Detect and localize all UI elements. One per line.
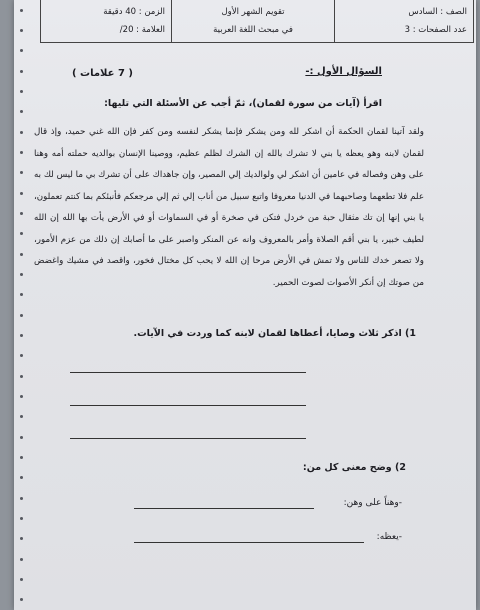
term-1-label: -وهناً على وهن: xyxy=(343,498,402,508)
pages-label: عدد الصفحات : 3 xyxy=(404,25,467,35)
exam-sheet xyxy=(14,0,476,610)
term-2-answer-line[interactable] xyxy=(134,542,364,543)
quran-passage: ولقد آتينا لقمان الحكمة أن اشكر لله ومن يشكر فإنما يشكر لنفسه ومن كفر فإن الله غني حميد، وإذ قال لقمان لابنه وهو يعظه يا بني لا تشرك بالله إن الشرك لظلم عظيم، ووصينا الإنسان بوالديه حملته أمه وهنا على وهن وفصاله في عامين أن اشكر لي ولوالديك إلي المصير، وإن جاهداك على أن تشرك بي ما ليس لك به علم فلا تطعهما وصاحبهما في الدنيا معروفا واتبع سبيل من أناب إلي ثم إلي مرجعكم فأنبئكم بما كنتم تعملون، يا بني إنها إن تك مثقال حبة من خردل فتكن في صخرة أو في السماوات أو في الأرض يأت بها الله إن الله لطيف خبير، يا بني أقم الصلاة وأمر بالمعروف وانه عن المنكر واصبر على ما أصابك إن ذلك من عزم الأمور، ولا تصعر خدك للناس ولا تمش في الأرض مرحا إن الله لا يحب كل مختال فخور، واقصد في مشيك واغضض من صوتك إن أنكر الأصوات لصوت الحمير. xyxy=(34,127,424,288)
hole xyxy=(20,212,23,215)
hole xyxy=(20,49,23,52)
hole xyxy=(20,90,23,93)
question-title: السؤال الأول :- xyxy=(305,66,382,77)
hole xyxy=(20,253,23,256)
time-label: الزمن : 40 دقيقة xyxy=(103,7,165,17)
exam-header-table xyxy=(40,0,474,43)
answer-line-1[interactable] xyxy=(70,372,306,373)
hole xyxy=(20,151,23,154)
hole xyxy=(20,131,23,134)
task-2: 2) وضح معنى كل من: xyxy=(302,462,406,473)
hole xyxy=(20,497,23,500)
header-cell-grade xyxy=(334,0,473,42)
hole xyxy=(20,558,23,561)
hole xyxy=(20,436,23,439)
hole xyxy=(20,476,23,479)
hole xyxy=(20,354,23,357)
hole xyxy=(20,598,23,601)
hole xyxy=(20,192,23,195)
subject-label: في مبحث اللغة العربية xyxy=(213,25,293,35)
binder-holes xyxy=(16,0,26,610)
hole xyxy=(20,537,23,540)
question-instruction: اقرأ (آيات من سورة لقمان)، ثمّ أجب عن الأسئلة التي تليها: xyxy=(104,98,382,109)
term-1-answer-line[interactable] xyxy=(134,508,314,509)
mark-label: العلامة : 20/ xyxy=(119,25,165,35)
hole xyxy=(20,314,23,317)
question-marks: ( 7 علامات ) xyxy=(72,68,133,79)
hole xyxy=(20,29,23,32)
grade-label: الصف : السادس xyxy=(408,7,467,17)
answer-line-2[interactable] xyxy=(70,405,306,406)
hole xyxy=(20,375,23,378)
hole xyxy=(20,578,23,581)
header-cell-title xyxy=(171,0,334,42)
hole xyxy=(20,110,23,113)
hole xyxy=(20,9,23,12)
hole xyxy=(20,171,23,174)
hole xyxy=(20,70,23,73)
header-cell-time xyxy=(41,0,171,42)
task-1: 1) اذكر ثلاث وصايا، أعطاها لقمان لابنه كما وردت في الآيات. xyxy=(133,328,416,339)
exam-title: تقويم الشهر الأول xyxy=(221,7,285,17)
answer-line-3[interactable] xyxy=(70,438,306,439)
hole xyxy=(20,293,23,296)
hole xyxy=(20,456,23,459)
hole xyxy=(20,395,23,398)
hole xyxy=(20,273,23,276)
hole xyxy=(20,334,23,337)
hole xyxy=(20,415,23,418)
term-2-label: -يعظه: xyxy=(376,532,402,542)
hole xyxy=(20,517,23,520)
hole xyxy=(20,232,23,235)
